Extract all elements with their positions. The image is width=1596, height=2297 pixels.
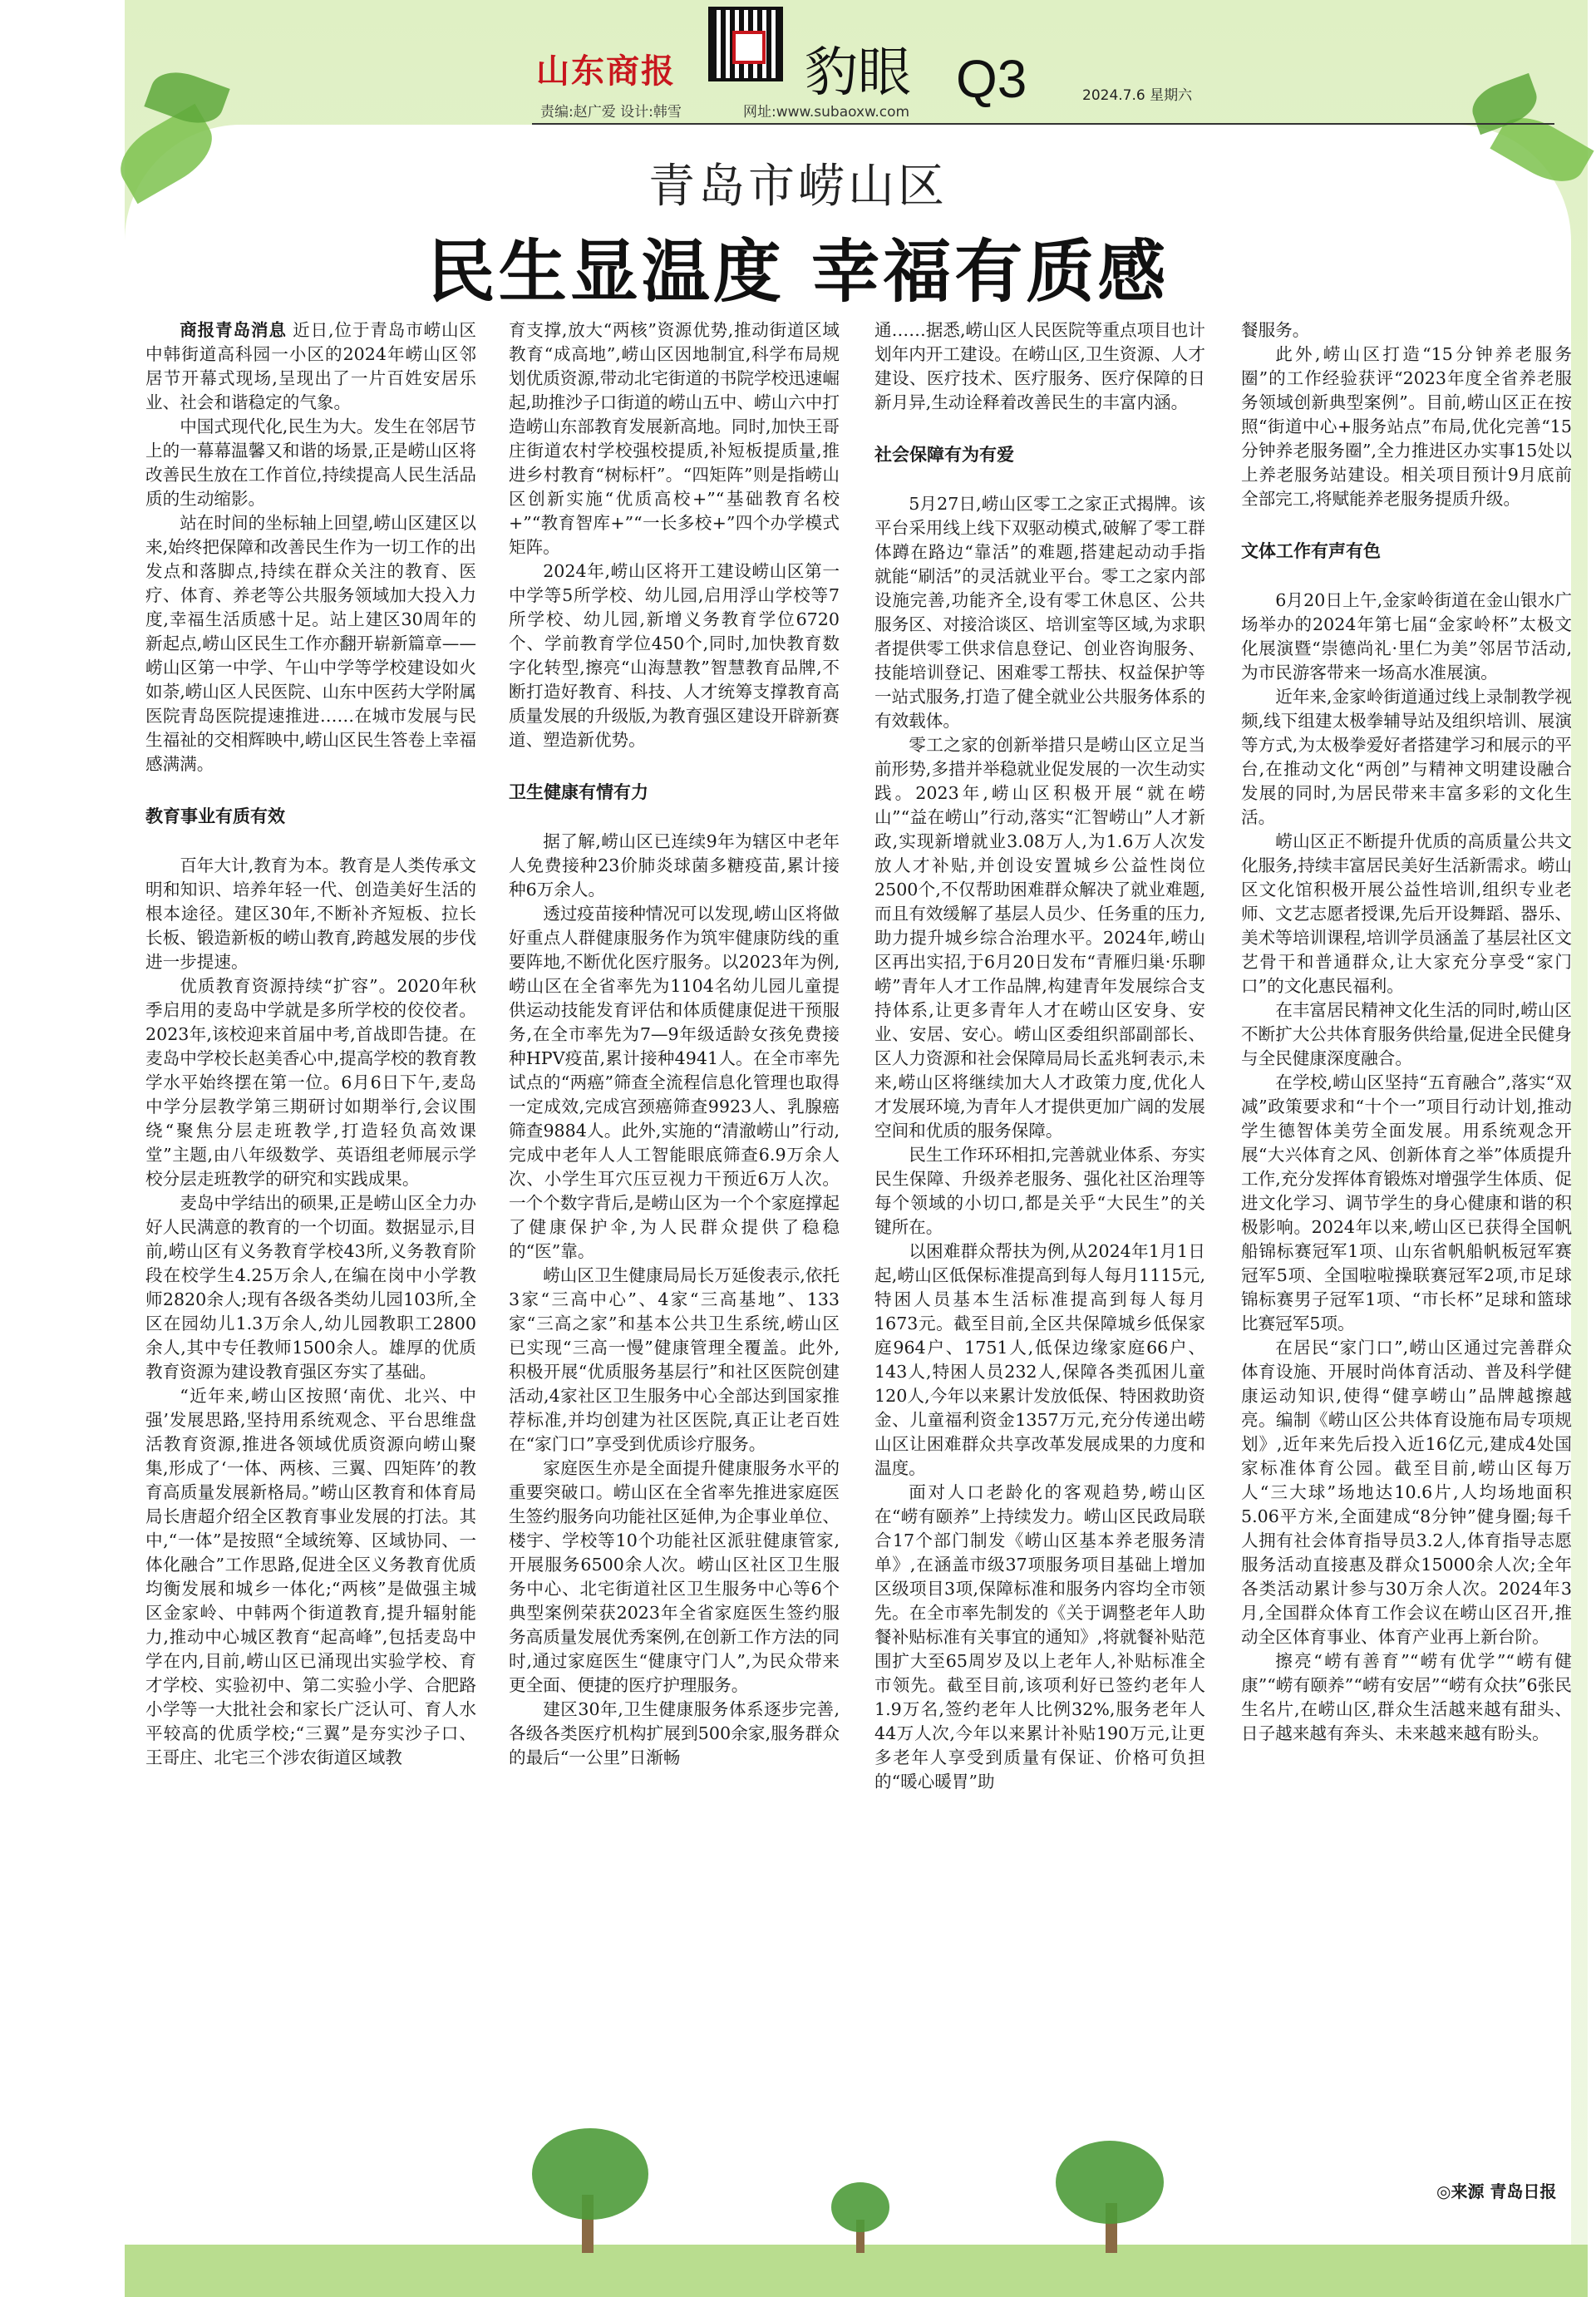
section-heading: 社会保障有为有爱: [874, 445, 1014, 465]
paragraph: 2024年,崂山区将开工建设崂山区第一中学等5所学校、幼儿园,启用浮山学校等7所学校、幼儿园,新增义务教育学位6720个、学前教育学位450个,同时,加快教育数字化转型,擦亮“山海慧教”智慧教育品牌,不断打造好教育、科技、人才统筹支撑教育高质量发展的升级版,为教育强区建设开辟新赛道、塑造新优势。: [509, 561, 840, 750]
paragraph: 商报青岛消息 近日,位于青岛市崂山区中韩街道高科园一小区的2024年崂山区邻居节开幕式现场,呈现出了一片百姓安居乐业、社会和谐稳定的气象。: [145, 320, 477, 412]
paragraph: 5月27日,崂山区零工之家正式揭牌。该平台采用线上线下双驱动模式,破解了零工群体蹲在路边“靠活”的难题,搭建起动动手指就能“刷活”的灵活就业平台。零工之家内部设施完善,功能齐全,设有零工休息区、公共服务区、对接洽谈区、培训室等区域,为求职者提供零工供求信息登记、创业咨询服务、技能培训登记、困难零工帮扶、权益保护等一站式服务,打造了健全就业公共服务体系的有效载体。: [874, 494, 1205, 731]
website-link[interactable]: 网址:www.subaoxw.com: [743, 104, 910, 121]
paragraph: 在丰富居民精神文化生活的同时,崂山区不断扩大公共体育服务供给量,促进全民健身与全民健康深度融合。: [1241, 1000, 1572, 1068]
page-number: Q3: [956, 49, 1027, 109]
paragraph: 在居民“家门口”,崂山区通过完善群众体育设施、开展时尚体育活动、普及科学健康运动知识,使得“健享崂山”品牌越擦越亮。编制《崂山区公共体育设施布局专项规划》,近年来先后投入近16亿元,建成4处国家标准体育公园。截至目前,崂山区每万人“三大球”场地达10.6片,人均场地面积5.06平方米,全面建成“8分钟”健身圈;每千人拥有社会体育指导员3.2人,体育指导志愿服务活动直接惠及群众15000余人次;全年各类活动累计参与30万余人次。2024年3月,全国群众体育工作会议在崂山区召开,推动全区体育事业、体育产业再上新台阶。: [1241, 1338, 1572, 1647]
paragraph: 育支撑,放大“两核”资源优势,推动街道区域教育“成高地”,崂山区因地制宜,科学布局规划优质资源,带动北宅街道的书院学校迅速崛起,助推沙子口街道的崂山五中、崂山六中打造崂山东部教育发展新高地。同时,加快王哥庄街道农村学校强校提质,补短板提质量,推进乡村教育“树标杆”。“四矩阵”则是指崂山区创新实施“优质高校+”“基础教育名校+”“教育智库+”“一长多校+”四个办学模式矩阵。: [509, 320, 840, 557]
article-column-3: [874, 318, 1205, 1794]
tree-decoration: [1056, 2141, 1164, 2224]
editors-credit: 责编:赵广爱 设计:韩雪: [540, 104, 682, 121]
paragraph: 建区30年,卫生健康服务体系逐步完善,各级各类医疗机构扩展到500余家,服务群众的最后“一公里”日渐畅: [509, 1699, 840, 1767]
paragraph: 在学校,崂山区坚持“五育融合”,落实“双减”政策要求和“十个一”项目行动计划,推动学生德智体美劳全面发展。用系统观念开展“大兴体育之风、创新体育之举”体质提升工作,充分发挥体育锻炼对增强学生体质、促进文化学习、调节学生的身心健康和谐的积极影响。2024年以来,崂山区已获得全国帆船锦标赛冠军1项、山东省帆船帆板冠军赛冠军5项、全国啦啦操联赛冠军2项,市足球锦标赛男子冠军1项、“市长杯”足球和篮球比赛冠军5项。: [1241, 1072, 1572, 1333]
paragraph: 通……据悉,崂山区人民医院等重点项目也计划年内开工建设。在崂山区,卫生资源、人才建设、医疗技术、医疗服务、医疗保障的日新月异,生动诠释着改善民生的丰富内涵。: [874, 320, 1205, 412]
tree-decoration: [831, 2182, 889, 2232]
tree-decoration: [532, 2128, 648, 2220]
article-source: ◎来源 青岛日报: [1436, 2181, 1557, 2201]
section-heading: 卫生健康有情有力: [509, 782, 648, 802]
header-divider: [532, 123, 1554, 125]
paragraph: 近年来,金家岭街道通过线上录制教学视频,线下组建太极拳辅导站及组织培训、展演等方式,为太极拳爱好者搭建学习和展示的平台,在推动文化“两创”与精神文明建设融合发展的同时,为居民带来丰富多彩的文化生活。: [1241, 687, 1572, 827]
article-column-2: [509, 318, 840, 1770]
paragraph: 家庭医生亦是全面提升健康服务水平的重要突破口。崂山区在全省率先推进家庭医生签约服务向功能社区延伸,为企事业单位、楼宇、学校等10个功能社区派驻健康管家,开展服务6500余人次。崂山区社区卫生服务中心、北宅街道社区卫生服务中心等6个典型案例荣获2023年全省家庭医生签约服务高质量发展优秀案例,在创新工作方法的同时,通过家庭医生“健康守门人”,为民众带来更全面、便捷的医疗护理服务。: [509, 1458, 840, 1695]
paragraph: 崂山区正不断提升优质的高质量公共文化服务,持续丰富居民美好生活新需求。崂山区文化馆积极开展公益性培训,组织专业老师、文艺志愿者授课,先后开设舞蹈、器乐、美术等培训课程,培训学员涵盖了基层社区文艺骨干和普通群众,让大家充分享受“家门口”的文化惠民福利。: [1241, 831, 1572, 996]
lead-tag: 商报青岛消息: [180, 320, 287, 340]
paragraph: 面对人口老龄化的客观趋势,崂山区在“崂有颐养”上持续发力。崂山区民政局联合17个部门制发《崂山区基本养老服务清单》,在涵盖市级37项服务项目基础上增加区级项目3项,保障标准和服务内容均全市领先。在全市率先制发的《关于调整老年人助餐补贴标准有关事宜的通知》,将就餐补贴范围扩大至65周岁及以上老年人,补贴标准全市领先。截至目前,该项利好已签约老年人1.9万名,签约老年人比例32%,服务老年人44万人次,今年以来累计补贴190万元,让更多老年人享受到质量有保证、价格可负担的“暖心暖胃”助: [874, 1482, 1205, 1792]
paragraph: 民生工作环环相扣,完善就业体系、夯实民生保障、升级养老服务、强化社区治理等每个领域的小切口,都是关乎“大民生”的关键所在。: [874, 1145, 1205, 1237]
newspaper-logo: 山东商报: [536, 52, 676, 91]
paragraph: 中国式现代化,民生为大。发生在邻居节上的一幕幕温馨又和谐的场景,正是崂山区将改善民生放在工作首位,持续提高人民生活品质的生动缩影。: [145, 417, 476, 509]
paragraph: 此外,崂山区打造“15分钟养老服务圈”的工作经验获评“2023年度全省养老服务领域创新典型案例”。目前,崂山区正在按照“街道中心+服务站点”布局,优化完善“15分钟养老服务圈”,全力推进区办实事15处以上养老服务站建设。相关项目预计9月底前全部完工,将赋能养老服务提质升级。: [1241, 344, 1572, 509]
paragraph: 优质教育资源持续“扩容”。2020年秋季启用的麦岛中学就是多所学校的佼佼者。2023年,该校迎来首届中考,首战即告捷。在麦岛中学校长赵美香心中,提高学校的教育教学水平始终摆在第一位。6月6日下午,麦岛中学分层教学第三期研讨如期举行,会议围绕“聚焦分层走班教学,打造轻负高效课堂”主题,由八年级数学、英语组老师展示学校分层走班教学的研究和实践成果。: [145, 976, 476, 1189]
column-name: 豹眼: [805, 42, 911, 104]
paragraph: 零工之家的创新举措只是崂山区立足当前形势,多措并举稳就业促发展的一次生动实践。2023年,崂山区积极开展“就在崂山”“益在崂山”行动,落实“汇智崂山”人才新政,实现新增就业3.08万人,为1.6万人次发放人才补贴,并创设安置城乡公益性岗位2500个,不仅帮助困难群众解决了就业难题,而且有效缓解了基层人员少、任务重的压力,助力提升城乡综合治理水平。2024年,崂山区再出实招,于6月20日发布“青雁归巢·乐聊崂”青年人才工作品牌,构建青年发展综合支持体系,让更多青年人才在崂山区安身、安业、安居、安心。崂山区委组织部副部长、区人力资源和社会保障局局长孟兆轲表示,未来,崂山区将继续加大人才政策力度,优化人才发展环境,为青年人才提供更加广阔的发展空间和优质的服务保障。: [874, 735, 1205, 1141]
paragraph: 餐服务。: [1241, 320, 1310, 340]
section-heading: 教育事业有质有效: [145, 806, 285, 826]
paragraph: 擦亮“崂有善育”“崂有优学”“崂有健康”“崂有颐养”“崂有安居”“崂有众扶”6张民生名片,在崂山区,群众生活越来越有甜头、日子越来越有奔头、未来越来越有盼头。: [1241, 1651, 1572, 1743]
paragraph: 据了解,崂山区已连续9年为辖区中老年人免费接种23价肺炎球菌多糖疫苗,累计接种6万余人。: [509, 831, 840, 900]
section-heading: 文体工作有声有色: [1241, 541, 1381, 561]
paragraph: 透过疫苗接种情况可以发现,崂山区将做好重点人群健康服务作为筑牢健康防线的重要阵地,不断优化医疗服务。以2023年为例,崂山区在全省率先为1104名幼儿园儿童提供运动技能发育评估和体质健康促进干预服务,在全市率先为7—9年级适龄女孩免费接种HPV疫苗,累计接种4941人。在全市率先试点的“两癌”筛查全流程信息化管理也取得一定成效,完成宫颈癌筛查9923人、乳腺癌筛查9884人。此外,实施的“清澈崂山”行动,完成中老年人人工智能眼底筛查6.9万余人次、小学生耳穴压豆视力干预近6万人次。一个个数字背后,是崂山区为一个个家庭撑起了健康保护伞,为人民群众提供了稳稳的“医”靠。: [509, 904, 840, 1261]
paragraph: 麦岛中学结出的硕果,正是崂山区全力办好人民满意的教育的一个切面。数据显示,目前,崂山区有义务教育学校43所,义务教育阶段在校学生4.25万余人,在编在岗中小学教师2820余人;现有各级各类幼儿园103所,全区在园幼儿1.3万余人,幼儿园教职工2800余人,其中专任教师1500余人。雄厚的优质教育资源为建设教育强区夯实了基础。: [145, 1193, 476, 1382]
paragraph: 6月20日上午,金家岭街道在金山银水广场举办的2024年第七届“金家岭杯”太极文化展演暨“崇德尚礼·里仁为美”邻居节活动,为市民游客带来一场高水准展演。: [1241, 590, 1572, 683]
qr-code-icon: [708, 7, 783, 81]
issue-date: 2024.7.6 星期六: [1082, 87, 1193, 104]
article-subtitle: 青岛市崂山区: [648, 160, 948, 214]
article-column-4: [1241, 318, 1572, 1746]
article-title: 民生显温度 幸福有质感: [426, 233, 1170, 312]
article-column-1: [145, 318, 476, 1770]
paragraph: 以困难群众帮扶为例,从2024年1月1日起,崂山区低保标准提高到每人每月1115元,特困人员基本生活标准提高到每人每月1673元。截至目前,全区共保障城乡低保家庭964户、1751人,低保边缘家庭66户、143人,特困人员232人,保障各类孤困儿童120人,今年以来累计发放低保、特困救助资金、儿童福利资金1357万元,充分传递出崂山区让困难群众共享改革发展成果的力度和温度。: [874, 1241, 1205, 1478]
paragraph: 百年大计,教育为本。教育是人类传承文明和知识、培养年轻一代、创造美好生活的根本途径。建区30年,不断补齐短板、拉长长板、锻造新板的崂山教育,跨越发展的步伐进一步提速。: [145, 855, 476, 972]
paragraph: “近年来,崂山区按照‘南优、北兴、中强’发展思路,坚持用系统观念、平台思维盘活教育资源,推进各领域优质资源向崂山聚集,形成了‘一体、两核、三翼、四矩阵’的教育高质量发展新格局。”崂山区教育和体育局局长唐超介绍全区教育事业发展的打法。其中,“一体”是按照“全域统筹、区域协同、一体化融合”工作思路,促进全区义务教育优质均衡发展和城乡一体化;“两核”是做强主城区金家岭、中韩两个街道教育,提升辐射能力,推动中心城区教育“起高峰”,包括麦岛中学在内,目前,崂山区已涌现出实验学校、育才学校、实验初中、第二实验小学、合肥路小学等一大批社会和家长广泛认可、育人水平较高的优质学校;“三翼”是夯实沙子口、王哥庄、北宅三个涉农街道区域教: [145, 1386, 476, 1767]
paragraph: 站在时间的坐标轴上回望,崂山区建区以来,始终把保障和改善民生作为一切工作的出发点和落脚点,持续在群众关注的教育、医疗、体育、养老等公共服务领域加大投入力度,幸福生活质感十足。站上建区30周年的新起点,崂山区民生工作亦翻开崭新篇章——崂山区第一中学、午山中学等学校建设如火如荼,崂山区人民医院、山东中医药大学附属医院青岛医院提速推进……在城市发展与民生福祉的交相辉映中,崂山区民生答卷上幸福感满满。: [145, 513, 476, 774]
paragraph: 崂山区卫生健康局局长万延俊表示,依托3家“三高中心”、4家“三高基地”、133家“三高之家”和基本公共卫生系统,崂山区已实现“三高一慢”健康管理全覆盖。此外,积极开展“优质服务基层行”和社区医院创建活动,4家社区卫生服务中心全部达到国家推荐标准,并均创建为社区医院,真正让老百姓在“家门口”享受到优质诊疗服务。: [509, 1265, 840, 1454]
